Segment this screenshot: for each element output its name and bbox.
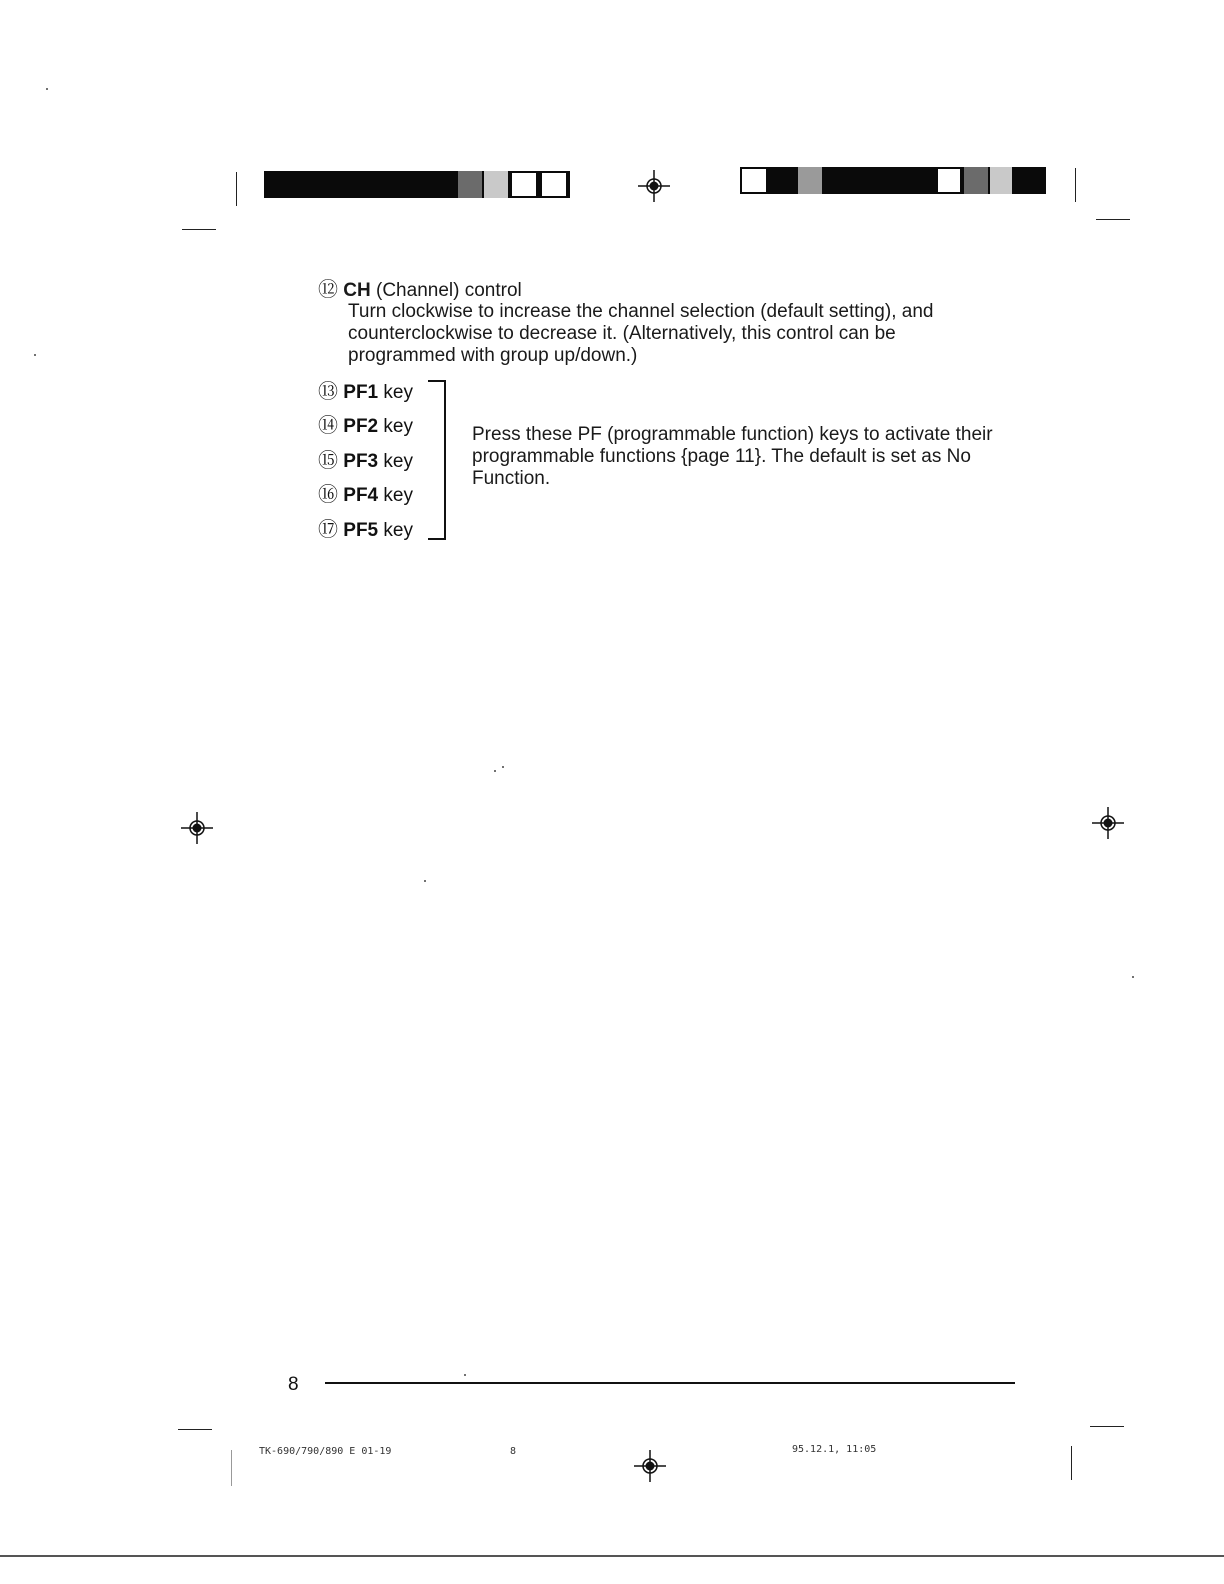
page-bottom-edge [0, 1555, 1224, 1557]
scan-speck [34, 354, 36, 356]
item-label: CH [343, 280, 371, 301]
item-number: ⑯ [318, 484, 338, 506]
registration-mark-left-icon [177, 808, 217, 848]
slug-file-info: TK-690/790/890 E 01-19 [259, 1446, 392, 1457]
item-number: ⑭ [318, 415, 338, 437]
item-title-rest: (Channel) control [370, 280, 522, 301]
registration-mark-right-icon [1088, 803, 1128, 843]
registration-mark-bottom-icon [630, 1446, 670, 1486]
trim-mark-bottom-left [231, 1450, 232, 1486]
color-bar-right [740, 167, 1046, 194]
white-patch [740, 167, 768, 194]
trim-mark-top-left [236, 172, 237, 206]
gray-patch [798, 167, 822, 194]
pf-key-suffix: key [378, 520, 413, 541]
trim-mark-bottom-right [1071, 1446, 1072, 1480]
pf-key-label: PF5 [343, 520, 379, 541]
item-number: ⑮ [318, 450, 338, 472]
pf-key-label: PF2 [343, 416, 379, 437]
registration-mark-top-icon [634, 166, 674, 206]
color-bar-left [264, 171, 570, 198]
pf-key-label: PF1 [343, 382, 379, 403]
pf-key-label: PF3 [343, 451, 379, 472]
item-number: ⑬ [318, 381, 338, 403]
scan-speck [502, 766, 504, 768]
trim-mark-right-lower [1090, 1426, 1124, 1427]
pf-key-suffix: key [378, 451, 413, 472]
item-12-heading [318, 279, 522, 302]
page-number: 8 [288, 1374, 299, 1395]
trim-mark-left-upper [182, 229, 216, 230]
pf-key-row [318, 381, 413, 404]
item-number: ⑫ [318, 279, 338, 301]
trim-mark-left-lower [178, 1429, 212, 1430]
white-patch [936, 167, 962, 194]
pf-key-suffix: key [378, 382, 413, 403]
gray-patch [484, 171, 508, 198]
pf-key-label: PF4 [343, 485, 379, 506]
slug-page-number: 8 [510, 1446, 517, 1457]
item-number: ⑰ [318, 519, 338, 541]
white-patch [510, 171, 538, 198]
slug-timestamp: 95.12.1, 11:05 [792, 1444, 877, 1455]
gray-patch [990, 167, 1012, 194]
scan-speck [464, 1374, 466, 1376]
pf-key-suffix: key [378, 416, 413, 437]
gray-patch [458, 171, 482, 198]
scan-speck [1132, 976, 1134, 978]
pf-key-row [318, 415, 413, 438]
pf-key-suffix: key [378, 485, 413, 506]
scan-speck [494, 770, 496, 772]
pf-keys-description: Press these PF (programmable function) keys to activate their programmable functions {page 11}. The default is set as No Function. [472, 424, 993, 489]
trim-mark-top-right [1075, 168, 1076, 202]
item-12-description: Turn clockwise to increase the channel selection (default setting), and counterclockwise to decrease it. (Alternatively, this control can be programmed with group up/down.) [348, 301, 934, 366]
pf-key-row [318, 519, 413, 542]
gray-patch [964, 167, 988, 194]
pf-keys-bracket [428, 380, 446, 540]
pf-key-row [318, 484, 413, 507]
pf-key-row [318, 450, 413, 473]
white-patch [540, 171, 568, 198]
trim-mark-right-upper [1096, 219, 1130, 220]
footer-rule [325, 1382, 1015, 1384]
scan-speck [424, 880, 426, 882]
scan-speck [46, 88, 48, 90]
